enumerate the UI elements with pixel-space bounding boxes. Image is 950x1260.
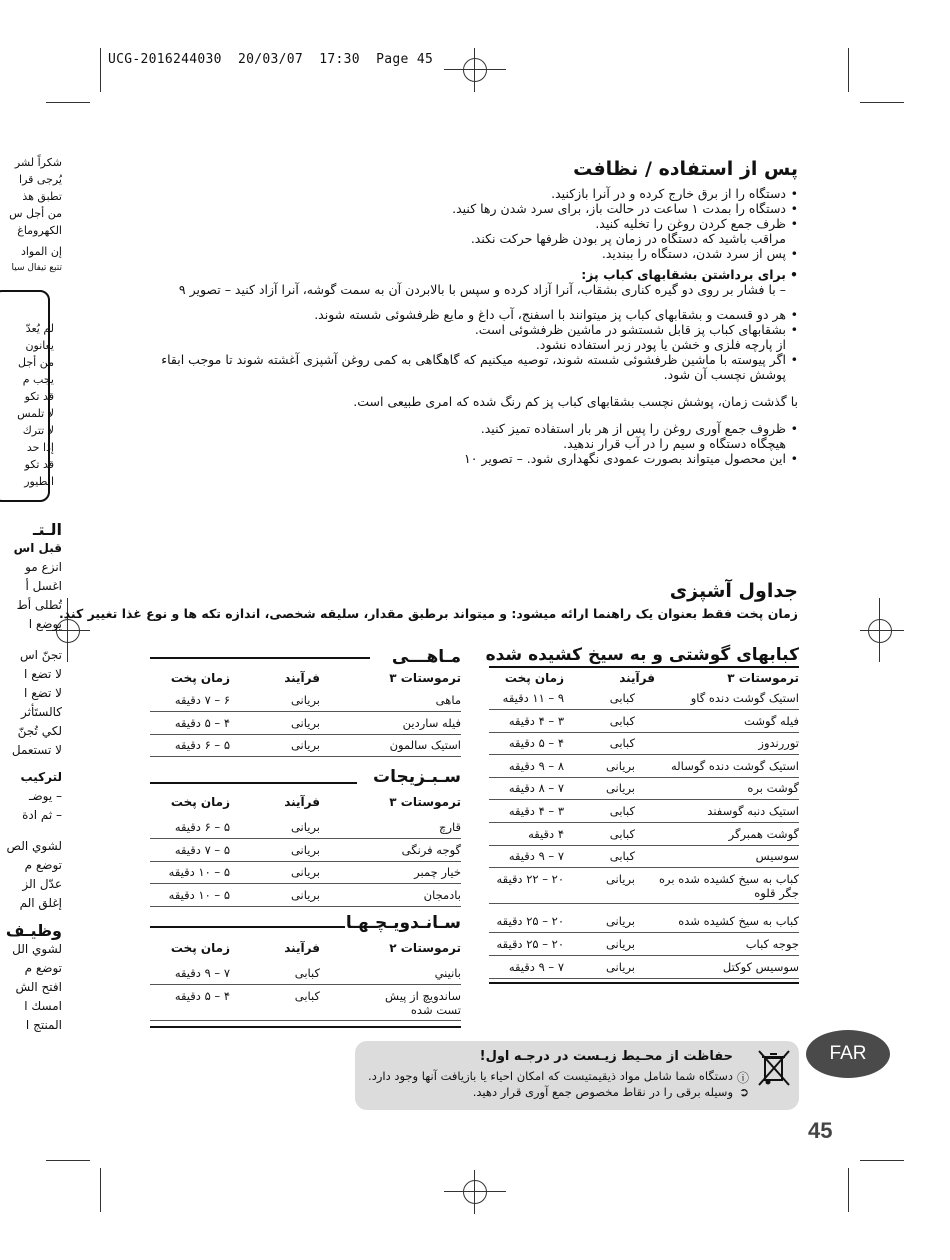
language-badge: FAR bbox=[806, 1030, 890, 1078]
row-divider bbox=[150, 861, 461, 862]
table-cell: کبابی bbox=[609, 713, 635, 728]
list-item-continuation: هیچگاه دستگاه و سیم را در آب قرار ندهید. bbox=[563, 436, 786, 451]
table-cell: بریانی bbox=[605, 758, 635, 773]
table-cell: ۵ – ۶ دقیقه bbox=[174, 738, 230, 752]
section-title: پس از استفاده / نظافت bbox=[573, 158, 798, 180]
section-subtitle: زمان پخت فقط بعنوان یک راهنما ارائه میشود: و میتواند برطبق مقدار، سلیقه شخصی، اندازه تکه ها و نوع غذا تغییر کند. bbox=[58, 606, 798, 621]
table-row bbox=[489, 804, 799, 818]
row-divider bbox=[489, 822, 799, 823]
row-divider bbox=[150, 1020, 461, 1021]
table-cell: بریانی bbox=[605, 781, 635, 796]
crop-mark bbox=[860, 102, 904, 103]
table-row bbox=[150, 1003, 461, 1017]
list-item: • پس از سرد شدن، دستگاه را ببندید. bbox=[140, 246, 798, 261]
table-cell: فیله گوشت bbox=[744, 713, 799, 728]
column-header: ترموستات ۳ bbox=[727, 671, 799, 685]
table-cell: ۶ – ۷ دقیقه bbox=[174, 693, 230, 707]
table-cell: بریانی bbox=[605, 937, 635, 951]
table-row bbox=[489, 960, 799, 974]
crossed-bin-icon bbox=[757, 1049, 791, 1087]
list-item-continuation: از پارچه فلزی و خشن یا پودر زبر استفاده نشود. bbox=[535, 337, 786, 352]
table-cell: ۷ – ۹ دقیقه bbox=[174, 966, 230, 980]
table-row bbox=[150, 865, 461, 879]
table-row bbox=[150, 989, 461, 1003]
table-cell: توررندوز bbox=[758, 736, 799, 751]
table-cell: بریانی bbox=[290, 887, 320, 902]
table-cell: ۷ – ۸ دقیقه bbox=[508, 781, 564, 796]
bleed-text-top: شكراً لشر يُرجى قرا تطبق هذ من أجل س الكهروماغ إن المواد تتبع تيفال سيا bbox=[9, 156, 62, 273]
notice-line: دستگاه شما شامل مواد ذیقیمتیست که امکان احیاء یا بازیافت آنها وجود دارد. bbox=[368, 1069, 733, 1083]
table-cell: بریانی bbox=[290, 715, 320, 730]
crop-mark bbox=[100, 48, 101, 92]
table-cell: ۴ – ۵ دقیقه bbox=[174, 988, 230, 1003]
section-title: جداول آشپزی bbox=[669, 580, 798, 602]
table-row bbox=[489, 691, 799, 705]
table-cell: کبابی bbox=[294, 966, 320, 980]
table-cell: گوشت همبرگر bbox=[728, 826, 799, 841]
list-item-continuation: پوشش نچسب آن شود. bbox=[663, 367, 786, 382]
table-cell: کبابی bbox=[609, 804, 635, 818]
table-cell: ۳ – ۴ دقیقه bbox=[508, 713, 564, 728]
table-cell: جوجه کباب bbox=[745, 937, 799, 951]
table-cell: تست شده bbox=[410, 1002, 461, 1017]
notice-line: وسیله برقی را در نقاط مخصوص جمع آوری قرار دهید. bbox=[472, 1085, 733, 1099]
page-number: 45 bbox=[808, 1118, 833, 1143]
list-item-continuation: مراقب باشید که دستگاه در زمان پر بودن ظرفها حرکت نکند. bbox=[470, 231, 786, 246]
environment-notice bbox=[355, 1041, 799, 1110]
table-cell: ۷ – ۹ دقیقه bbox=[508, 959, 564, 974]
table-cell: ۵ – ۷ دقیقه bbox=[174, 842, 230, 857]
table-cell: قارچ bbox=[439, 820, 461, 834]
table-cell: استیک دنبه گوسفند bbox=[707, 804, 799, 818]
column-header: زمان پخت bbox=[170, 941, 230, 955]
print-slug: UCG-2016244030 20/03/07 17:30 Page 45 bbox=[108, 52, 434, 67]
table-cell: سوسیس bbox=[755, 849, 799, 864]
list-item: • این محصول میتواند بصورت عمودی نگهداری شود. – تصویر ۱۰ bbox=[140, 451, 798, 466]
row-divider bbox=[489, 777, 799, 778]
table-cell: بریانی bbox=[605, 871, 635, 886]
crop-mark bbox=[46, 102, 90, 103]
table-row bbox=[150, 820, 461, 834]
subsection-title: • برای برداشتن بشقابهای کباب پز: bbox=[140, 267, 798, 282]
column-header: فرآیند bbox=[284, 795, 320, 809]
table-row bbox=[150, 716, 461, 730]
table-cell: ۵ – ۶ دقیقه bbox=[174, 820, 230, 834]
table-cell: ۹ – ۱۱ دقیقه bbox=[502, 691, 564, 705]
table-row bbox=[489, 781, 799, 795]
after-use-section bbox=[140, 158, 798, 466]
column-header: زمان پخت bbox=[504, 671, 564, 685]
table-row bbox=[489, 849, 799, 863]
table-cell: استیک سالمون bbox=[389, 738, 461, 752]
notice-title: حفاظت از محـیط زیـست در درجـه اول! bbox=[479, 1049, 733, 1064]
table-cell: ۴ – ۵ دقیقه bbox=[174, 715, 230, 730]
recycle-arrow-icon: ➲ bbox=[738, 1085, 749, 1099]
row-divider bbox=[150, 883, 461, 884]
row-divider bbox=[489, 867, 799, 868]
bleed-text-box: لم يُعدّ يعانون من أجل يجب م قد تكو لا تلمس لا تترك إذا حد قد تكو الطيور bbox=[17, 322, 54, 488]
column-header: فرآیند bbox=[284, 671, 320, 685]
row-divider bbox=[150, 906, 461, 907]
table-row bbox=[489, 736, 799, 750]
column-header: فرآیند bbox=[619, 671, 655, 685]
column-header: ترموستات ۳ bbox=[389, 671, 461, 685]
table-cell: بانيني bbox=[434, 966, 461, 980]
table-cell: ۲۰ – ۲۵ دقیقه bbox=[496, 937, 564, 951]
crop-mark bbox=[848, 48, 849, 92]
table-title: مـاهـــی bbox=[391, 647, 461, 667]
crop-mark bbox=[848, 1168, 849, 1212]
row-divider bbox=[489, 754, 799, 755]
list-item: • اگر پیوسته با ماشین ظرفشوئی شسته شوند، توصیه میکنیم که گاهگاهی به کمی روغن آشپزی آغشته شوند تا موجب ابقاء bbox=[140, 352, 798, 367]
table-cell: کباب به سیخ کشیده شده bbox=[678, 914, 799, 929]
table-cell: ۵ – ۱۰ دقیقه bbox=[168, 865, 230, 879]
table-cell: گوشت بره bbox=[747, 781, 799, 796]
table-row bbox=[150, 693, 461, 707]
note-text: با گذشت زمان، پوشش نچسب بشقابهای کباب پز کم رنگ شده که امری طبیعی است. bbox=[353, 394, 798, 409]
row-divider bbox=[150, 756, 461, 757]
table-cell: کبابی bbox=[609, 736, 635, 751]
table-row bbox=[489, 886, 799, 900]
table-row bbox=[489, 914, 799, 928]
table-row bbox=[150, 843, 461, 857]
table-cell: ۴ – ۵ دقیقه bbox=[508, 736, 564, 751]
table-row bbox=[150, 888, 461, 902]
crop-mark bbox=[100, 1168, 101, 1212]
table-cell: ۵ – ۱۰ دقیقه bbox=[168, 887, 230, 902]
table-cell: ۲۰ – ۲۵ دقیقه bbox=[496, 914, 564, 929]
table-cell: بریانی bbox=[290, 842, 320, 857]
row-divider bbox=[489, 978, 799, 979]
table-row bbox=[489, 827, 799, 841]
row-divider bbox=[489, 903, 799, 904]
column-header: زمان پخت bbox=[170, 671, 230, 685]
table-title: سـبـزیجات bbox=[373, 767, 461, 787]
table-cell: کباب به سیخ کشیده شده بره bbox=[659, 871, 799, 886]
table-cell: سوسیس کوکتل bbox=[722, 959, 799, 974]
table-cell: بریانی bbox=[605, 959, 635, 974]
table-row bbox=[489, 714, 799, 728]
row-divider bbox=[150, 984, 461, 985]
column-header: ترموستات ۳ bbox=[389, 795, 461, 809]
row-divider bbox=[489, 709, 799, 710]
table-row bbox=[489, 759, 799, 773]
table-cell: فیله ساردین bbox=[402, 715, 461, 730]
table-cell: کبابی bbox=[609, 691, 635, 705]
table-cell: ۲۰ – ۲۲ دقیقه bbox=[496, 871, 564, 886]
table-cell: ۴ دقیقه bbox=[528, 826, 564, 841]
table-row bbox=[150, 738, 461, 752]
row-divider bbox=[150, 711, 461, 712]
table-cell: ماهی bbox=[435, 693, 461, 707]
table-cell: جگر قلوه bbox=[754, 885, 799, 900]
table-title: کبابهای گوشتی و به سیخ کشیده شده bbox=[485, 645, 799, 665]
instruction-text: – با فشار بر روی دو گیره کناری بشقاب، آنرا آزاد کرده و سپس با بالابردن آن به سمت گوشه، آنرا آزاد کنید – تصویر ۹ bbox=[178, 282, 786, 297]
table-cell: ساندویچ از پیش bbox=[385, 988, 461, 1003]
list-item: • بشقابهای کباب پز قابل شستشو در ماشین ظرفشوئی است. bbox=[140, 322, 798, 337]
table-cell: ۸ – ۹ دقیقه bbox=[508, 758, 564, 773]
table-cell: گوجه فرنگی bbox=[401, 842, 461, 857]
row-divider bbox=[489, 799, 799, 800]
row-divider bbox=[150, 838, 461, 839]
table-cell: کبابی bbox=[609, 826, 635, 841]
table-cell: کبابی bbox=[609, 849, 635, 864]
table-cell: ۷ – ۹ دقیقه bbox=[508, 849, 564, 864]
crop-mark bbox=[46, 1160, 90, 1161]
table-cell: بریانی bbox=[290, 865, 320, 879]
cooking-section bbox=[58, 580, 798, 621]
table-title: سـانـدویـچـهـا bbox=[345, 913, 461, 933]
column-header: فرآیند bbox=[284, 941, 320, 955]
list-item: • دستگاه را بمدت ۱ ساعت در حالت باز، برای سرد شدن رها کنید. bbox=[140, 201, 798, 216]
table-cell: بریانی bbox=[605, 914, 635, 929]
row-divider bbox=[150, 734, 461, 735]
crop-mark bbox=[860, 1160, 904, 1161]
table-cell: بادمجان bbox=[423, 887, 461, 902]
list-item: • هر دو قسمت و بشقابهای کباب پز میتوانند با اسفنج، آب داغ و مایع ظرفشوئی شسته شوند. bbox=[140, 307, 798, 322]
list-item: • ظرف جمع کردن روغن را تخلیه کنید. bbox=[140, 216, 798, 231]
row-divider bbox=[489, 732, 799, 733]
column-header: زمان پخت bbox=[170, 795, 230, 809]
table-cell: بریانی bbox=[290, 693, 320, 707]
table-row bbox=[489, 872, 799, 886]
row-divider bbox=[489, 845, 799, 846]
table-cell: خیار چمبر bbox=[414, 865, 461, 879]
table-row bbox=[150, 966, 461, 980]
table-row bbox=[489, 937, 799, 951]
row-divider bbox=[489, 932, 799, 933]
bleed-text-bottom: الـتـ قبل اس انزع مو اغسل أ تُطلى أط يوضع ا تجنّ اس لا تضع ا لا تضع ا كالستَأثر لكي تُجنّ لا تستعمل لتركيب – يوضـ – ثم ادة لشوي الص توضع م عدّل الز إغلق الم وظيـف لشوي الل توضع م افتح الش امسك ا المنتج ا bbox=[5, 520, 62, 1032]
table-cell: بریانی bbox=[290, 738, 320, 752]
column-header: ترموستات ۲ bbox=[389, 941, 461, 955]
list-item: • ظروف جمع آوری روغن را پس از هر بار استفاده تمیز کنید. bbox=[140, 421, 798, 436]
table-cell: استیک گوشت دنده گاو bbox=[690, 691, 799, 705]
table-cell: کبابی bbox=[294, 988, 320, 1003]
list-item: • دستگاه را از برق خارج کرده و در آنرا بازکنید. bbox=[140, 186, 798, 201]
row-divider bbox=[489, 955, 799, 956]
info-icon: ⓘ bbox=[736, 1071, 749, 1085]
table-cell: استیک گوشت دنده گوساله bbox=[671, 758, 799, 773]
table-cell: بریانی bbox=[290, 820, 320, 834]
table-cell: ۳ – ۴ دقیقه bbox=[508, 804, 564, 818]
